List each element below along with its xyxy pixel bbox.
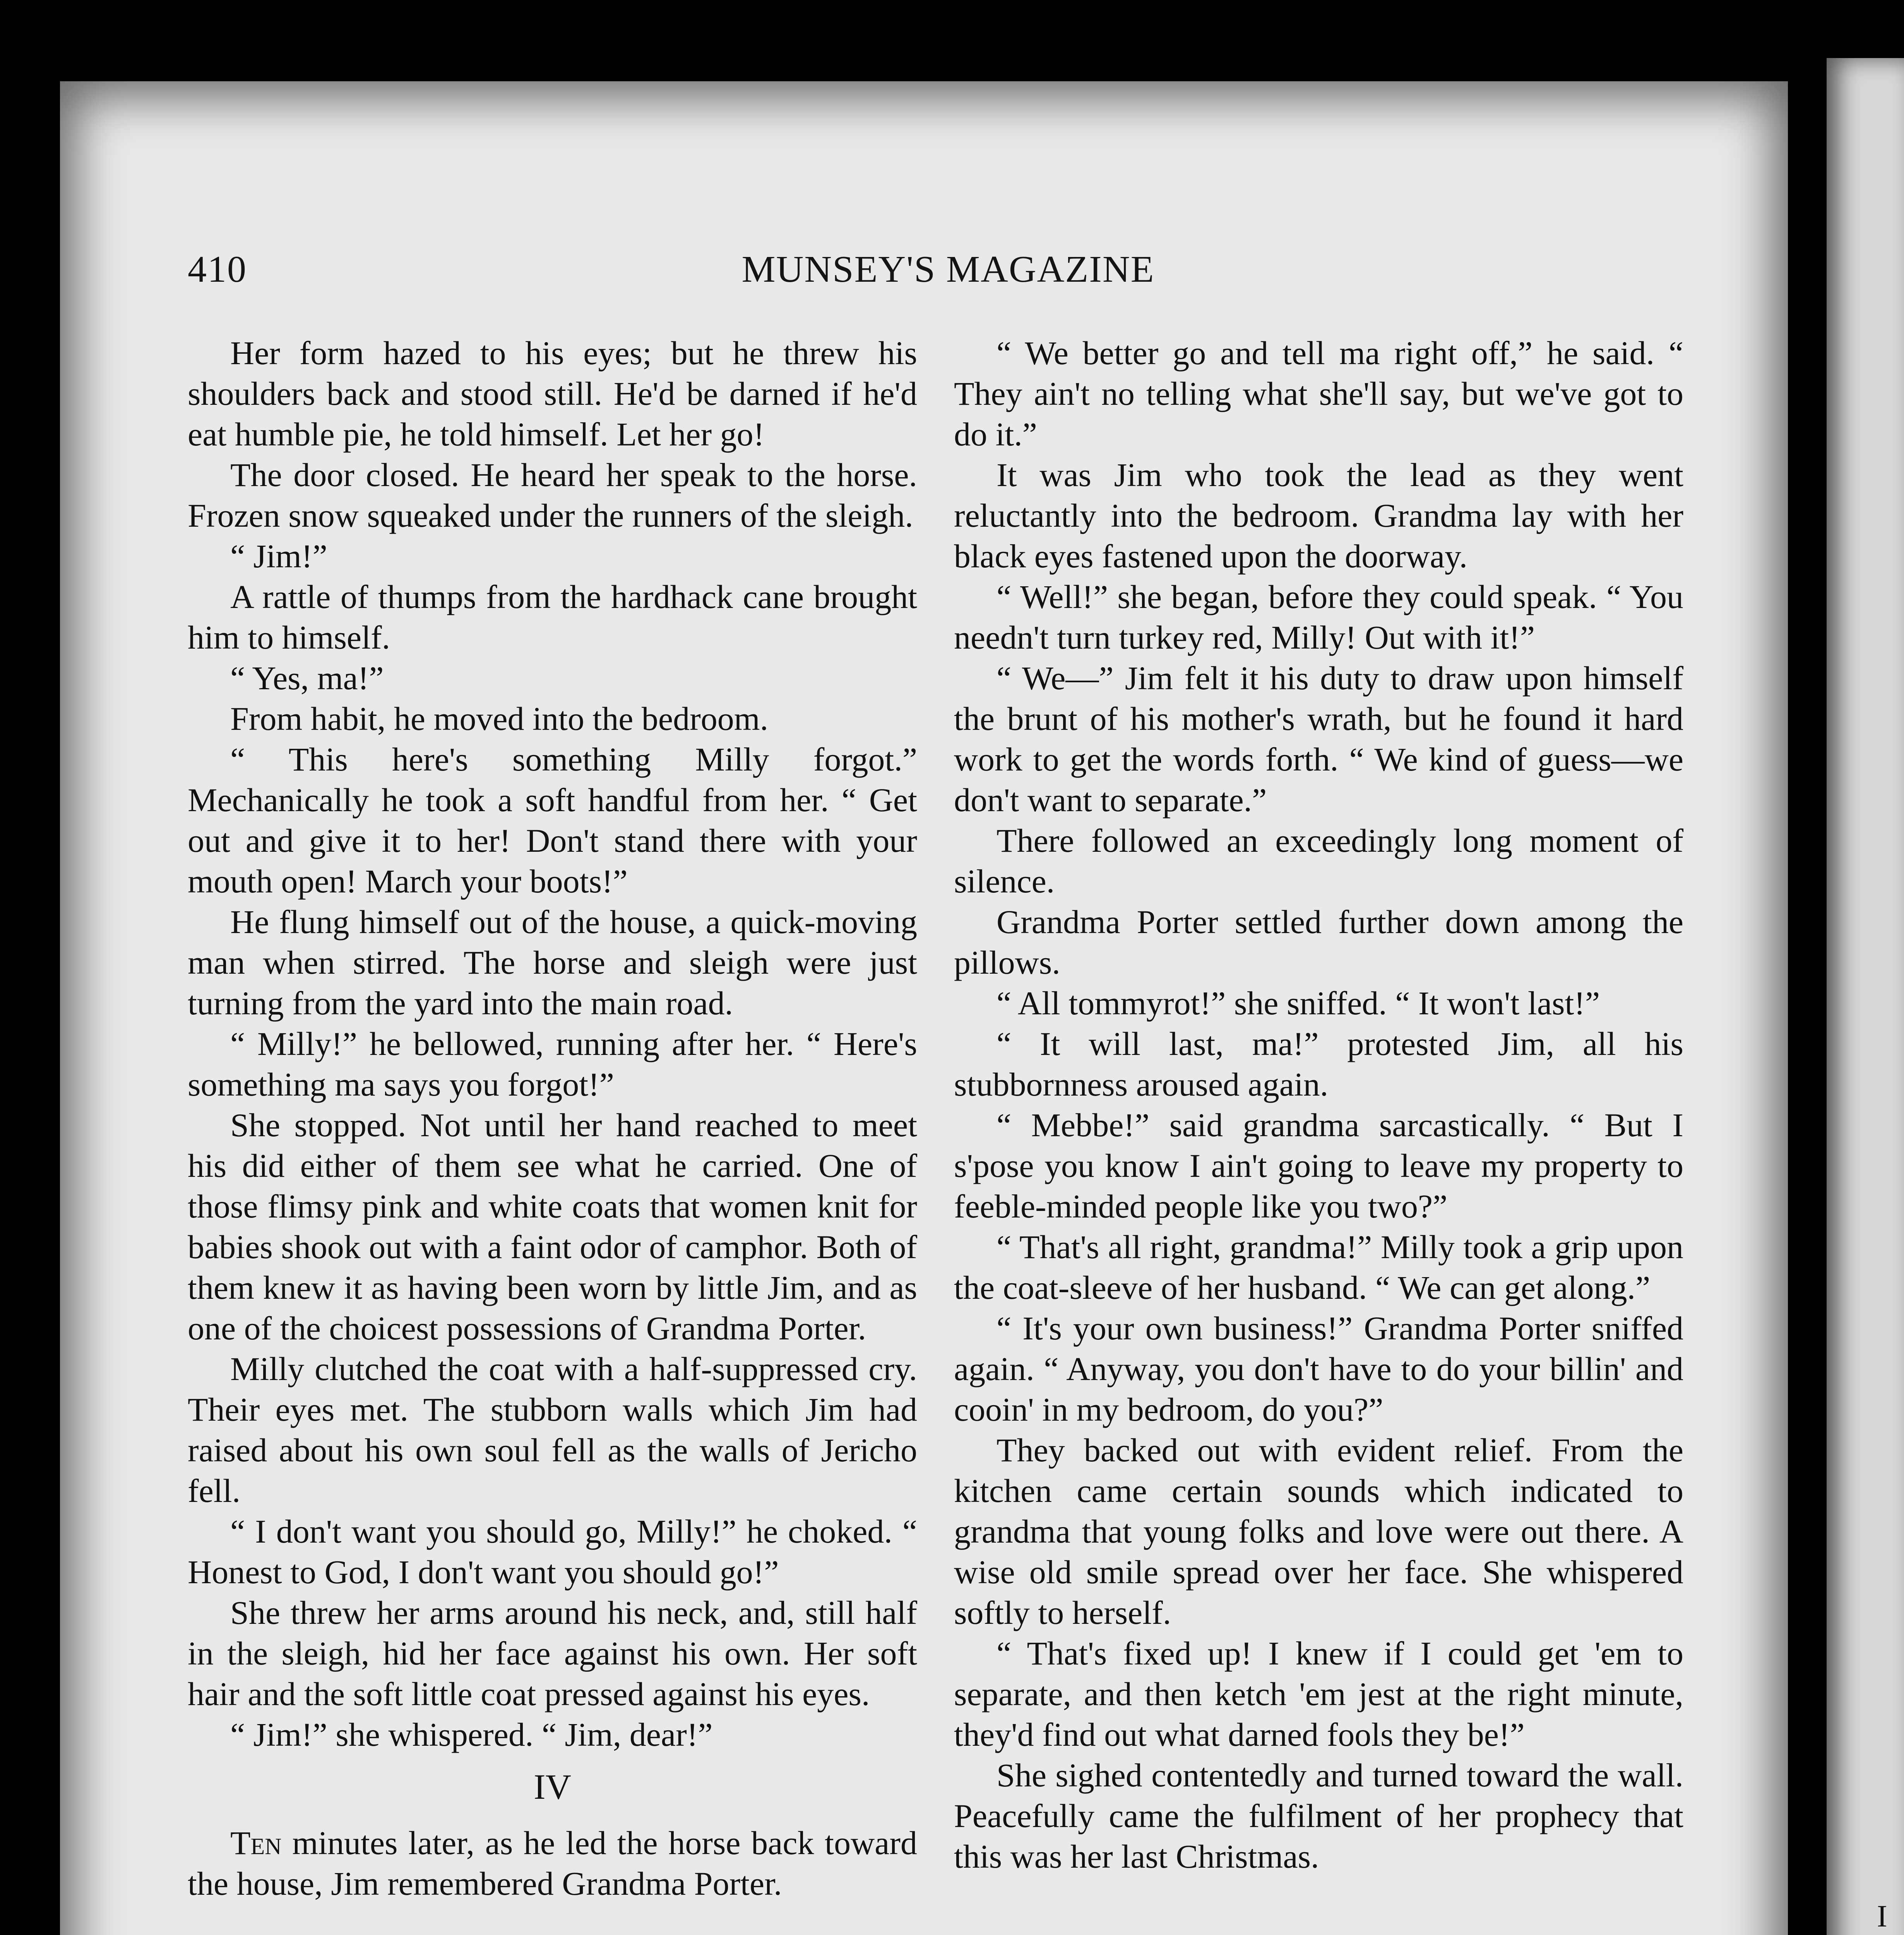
paragraph: “ We—” Jim felt it his duty to draw upon himself the brunt of his mother's wrath, but he found it hard work to get the words forth. “ We kind of guess—we don't want to separate.” [954, 659, 1683, 819]
edge-char: I [1877, 1899, 1887, 1933]
running-head [188, 248, 1709, 302]
lead-rest: minutes later, as he led the horse back toward the house, Jim remembered Grandma Porter. [188, 1824, 917, 1902]
paragraph: From habit, he moved into the bedroom. [230, 700, 769, 737]
facing-page-text-fragments [1877, 1896, 1904, 1935]
paragraph: The door closed. He heard her speak to the horse. Frozen snow squeaked under the runners of the sleigh. [188, 456, 917, 534]
paragraph: “ We better go and tell ma right off,” he said. “ They ain't no telling what she'll say, but we've got to do it.” [954, 334, 1683, 453]
paragraph: “ It's your own business!” Grandma Porter sniffed again. “ Anyway, you don't have to do your billin' and cooin' in my bedroom, do you?” [954, 1310, 1683, 1428]
lead-word: Ten [230, 1824, 282, 1861]
paragraph: “ Jim!” she whispered. “ Jim, dear!” [230, 1716, 713, 1753]
paragraph: There followed an exceedingly long moment of silence. [954, 822, 1683, 900]
paragraph: “ That's all right, grandma!” Milly took a grip upon the coat-sleeve of her husband. “ We can get along.” [954, 1228, 1683, 1306]
paragraph: “ This here's something Milly forgot.” Mechanically he took a soft handful from her. “ Get out and give it to her! Don't stand there with your mouth open! March your boots!” [188, 741, 917, 900]
paragraph: “ Well!” she began, before they could speak. “ You needn't turn turkey red, Milly! Out with it!” [954, 578, 1683, 656]
paragraph: Her form hazed to his eyes; but he threw his shoulders back and stood still. He'd be darned if he'd eat humble pie, he told himself. Let her go! [188, 334, 917, 453]
paragraph: It was Jim who took the lead as they went reluctantly into the bedroom. Grandma lay with her black eyes fastened upon the doorway. [954, 456, 1683, 575]
facing-page-edge [1827, 58, 1904, 1935]
paragraph: “ Mebbe!” said grandma sarcastically. “ But I s'pose you know I ain't going to leave my property to feeble-minded people like you two?” [954, 1106, 1683, 1225]
magazine-title: MUNSEY'S MAGAZINE [741, 248, 1155, 290]
paragraph: She stopped. Not until her hand reached to meet his did either of them see what he carried. One of those flimsy pink and white coats that women knit for babies shook out with a faint odor of camphor. Both of them knew it as having been worn by little Jim, and as one of the choicest possessions of Grandma Porter. [188, 1106, 917, 1347]
page-number: 410 [188, 248, 247, 290]
paragraph: She threw her arms around his neck, and, still half in the sleigh, hid her face against his own. Her soft hair and the soft little coat pressed against his eyes. [188, 1594, 917, 1712]
paragraph: “ Milly!” he bellowed, running after her. “ Here's something ma says you forgot!” [188, 1025, 917, 1103]
paragraph: “ I don't want you should go, Milly!” he choked. “ Honest to God, I don't want you should go!” [188, 1513, 917, 1591]
paragraph: “ Jim!” [230, 538, 327, 575]
paragraph: They backed out with evident relief. From the kitchen came certain sounds which indicated to grandma that young folks and love were out there. A wise old smile spread over her face. She whispered softly to herself. [954, 1432, 1683, 1631]
paragraph: He flung himself out of the house, a quick-moving man when stirred. The horse and sleigh were just turning from the yard into the main road. [188, 903, 917, 1022]
paragraph: “ That's fixed up! I knew if I could get 'em to separate, and then ketch 'em jest at the right minute, they'd find out what darned fools they be!” [954, 1635, 1683, 1753]
paragraph: “ Yes, ma!” [230, 659, 384, 697]
section-opening-paragraph [188, 1823, 917, 1904]
left-column [188, 333, 917, 1904]
paragraph: Milly clutched the coat with a half-suppressed cry. Their eyes met. The stubborn walls which Jim had raised about his own soul fell as the walls of Jericho fell. [188, 1350, 917, 1509]
paragraph: “ All tommyrot!” she sniffed. “ It won't last!” [997, 985, 1600, 1022]
right-column [954, 333, 1683, 1877]
paragraph: Grandma Porter settled further down among the pillows. [954, 903, 1683, 981]
paragraph: A rattle of thumps from the hardhack cane brought him to himself. [188, 578, 917, 656]
paragraph: She sighed contentedly and turned toward the wall. Peacefully came the fulfilment of her prophecy that this was her last Christmas. [954, 1757, 1683, 1875]
paragraph: “ It will last, ma!” protested Jim, all his stubbornness aroused again. [954, 1025, 1683, 1103]
section-numeral: IV [533, 1767, 572, 1807]
